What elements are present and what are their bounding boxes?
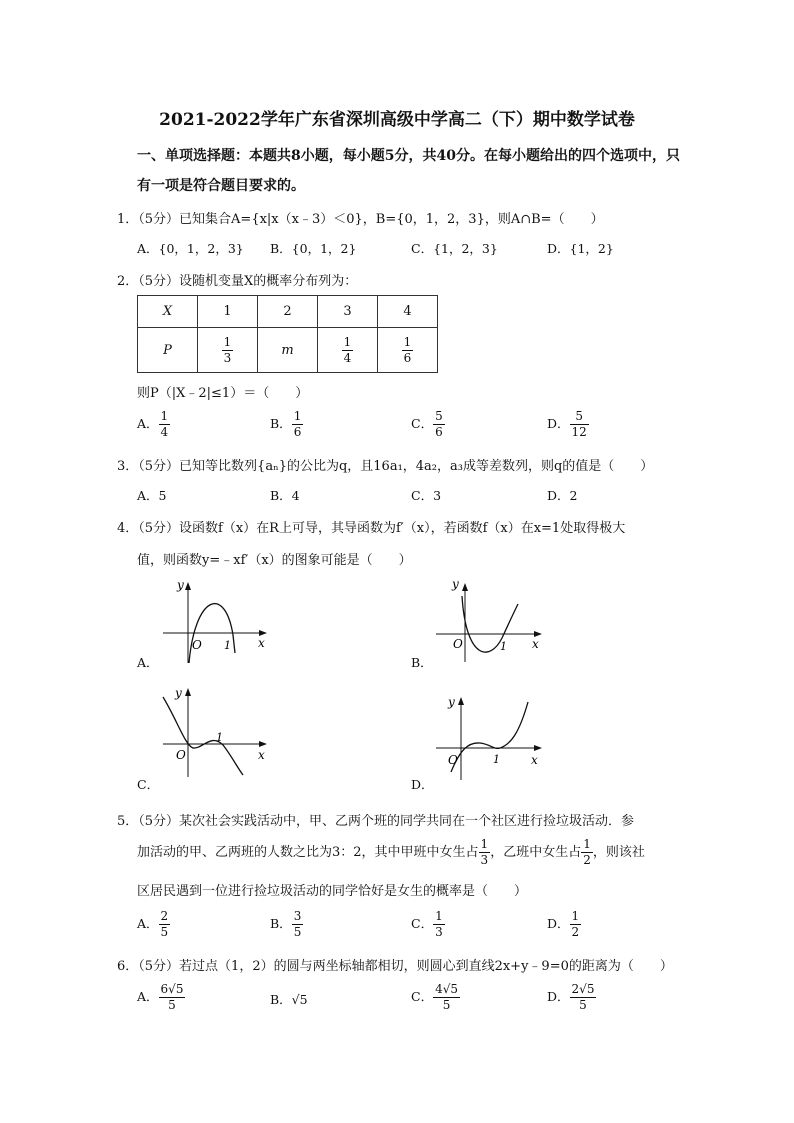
question-2-text: 2．（5分）设随机变量X的概率分布列为：	[117, 274, 358, 289]
fraction-denominator: 5	[442, 998, 451, 1012]
fraction	[433, 909, 445, 940]
probability-table	[137, 295, 438, 373]
text-segment: ，乙班中女生占	[490, 845, 582, 860]
table-cell: P	[138, 328, 198, 373]
function-curve	[451, 702, 528, 772]
question-5-line3: 区居民遇到一位进行捡垃圾活动的同学恰好是女生的概率是（ ）	[137, 884, 528, 899]
fraction	[342, 335, 354, 366]
graph-b	[428, 570, 548, 665]
y-label: y	[177, 578, 184, 592]
x-label: x	[532, 637, 539, 651]
question-5-line1: 5．（5分）某次社会实践活动中，甲、乙两个班的同学共同在一个社区进行捡垃圾活动．参	[117, 814, 635, 829]
fraction-numerator: 1	[435, 909, 443, 923]
section-heading-line2: 有一项是符合题目要求的。	[137, 178, 305, 194]
q1-option-b: B．{0，1，2}	[270, 241, 357, 256]
table-cell: m	[258, 328, 318, 373]
origin-label: O	[176, 748, 186, 762]
q6-option-a	[137, 982, 185, 1013]
fraction	[570, 409, 589, 440]
q3-option-a: A．5	[137, 488, 167, 503]
option-label: A．	[137, 989, 159, 1004]
fraction-denominator: 5	[293, 925, 302, 939]
y-label: y	[452, 577, 459, 591]
table-cell: X	[138, 296, 198, 328]
q3-option-c: C．3	[411, 488, 442, 503]
fraction-numerator: 6√5	[160, 982, 184, 996]
fraction-numerator: 1	[583, 837, 591, 851]
fraction	[292, 409, 304, 440]
function-curve	[163, 697, 243, 775]
option-label: A．	[137, 416, 159, 431]
fraction	[292, 909, 304, 940]
option-label: B．	[270, 916, 292, 931]
page-title: 2021-2022学年广东省深圳高级中学高二（下）期中数学试卷	[159, 110, 635, 130]
option-label: C．	[411, 989, 434, 1004]
table-cell	[318, 328, 378, 373]
fraction	[159, 982, 186, 1013]
fraction-numerator: 1	[571, 909, 580, 923]
graph-d	[428, 690, 548, 782]
option-label: D．	[547, 916, 570, 931]
fraction	[402, 335, 414, 366]
text-segment: ，则该社	[592, 845, 645, 860]
tick-label-one: 1	[216, 731, 223, 744]
q5-option-b	[270, 909, 303, 940]
q4-option-b: B．	[411, 655, 433, 670]
x-label: x	[258, 748, 265, 762]
q2-option-d	[547, 409, 589, 440]
fraction-denominator: 5	[168, 998, 176, 1012]
x-axis-arrow	[259, 741, 267, 747]
q5-option-c	[411, 909, 445, 940]
fraction	[479, 837, 491, 868]
fraction	[222, 335, 234, 366]
origin-label: O	[192, 638, 202, 652]
text-segment: 加活动的甲、乙两班的人数之比为3：2，其中甲班中女生占	[137, 845, 479, 860]
fraction	[159, 409, 171, 440]
x-label: x	[258, 636, 265, 650]
fraction-numerator: 1	[343, 334, 352, 349]
option-label: A．	[137, 916, 159, 931]
fraction-numerator: 2√5	[571, 982, 595, 996]
fraction-numerator: 5	[570, 409, 589, 425]
function-curve	[462, 596, 518, 652]
q5-option-a	[137, 909, 170, 940]
y-axis-arrow	[185, 582, 191, 590]
y-label: y	[175, 686, 182, 700]
q3-option-b: B．4	[270, 488, 300, 503]
origin-label: O	[448, 753, 458, 767]
option-label: D．	[547, 416, 570, 431]
q2-option-b	[270, 409, 303, 440]
q2-option-c	[411, 409, 445, 440]
x-axis-arrow	[534, 745, 542, 751]
fraction	[570, 982, 597, 1013]
q6-option-b: B．√5	[270, 992, 308, 1007]
y-label: y	[448, 695, 455, 709]
tick-label-one: 1	[500, 640, 507, 653]
q4-option-a: A．	[137, 655, 159, 670]
q4-option-c: C．	[137, 777, 160, 792]
q6-option-c	[411, 982, 460, 1013]
fraction-denominator: 3	[223, 350, 232, 365]
question-4-line1: 4．（5分）设函数f（x）在R上可导，其导函数为f′（x），若函数f（x）在x=1处取得极大	[117, 521, 626, 536]
question-3-text: 3．（5分）已知等比数列{aₙ}的公比为q，且16a₁，4a₂，a₃成等差数列，则q的值是（ ）	[117, 459, 654, 474]
q4-option-d: D．	[411, 777, 434, 792]
fraction	[570, 909, 582, 940]
option-label: C．	[411, 916, 434, 931]
fraction-numerator: 1	[160, 409, 169, 423]
table-cell: 4	[378, 296, 438, 328]
fraction-denominator: 5	[579, 998, 587, 1012]
table-cell: 1	[198, 296, 258, 328]
table-cell	[378, 328, 438, 373]
q1-option-a: A．{0，1，2，3}	[137, 241, 244, 256]
fraction-denominator: 6	[435, 425, 443, 439]
option-label: C．	[411, 416, 434, 431]
fraction-denominator: 5	[160, 925, 169, 939]
q2-question: 则P（|X﹣2|≤1）＝（ ）	[137, 386, 309, 401]
fraction-numerator: 3	[293, 909, 302, 923]
option-label: D．	[547, 989, 570, 1004]
fraction-numerator: 1	[293, 409, 302, 423]
fraction-numerator: 1	[403, 334, 412, 349]
y-axis-arrow	[462, 583, 468, 591]
fraction-denominator: 2	[583, 853, 591, 867]
q1-option-d: D．{1，2}	[547, 241, 614, 256]
fraction-denominator: 4	[343, 350, 352, 365]
fraction-denominator: 6	[403, 350, 412, 365]
section-heading-line1: 一、单项选择题：本题共8小题，每小题5分，共40分。在每小题给出的四个选项中，只	[137, 148, 680, 164]
fraction	[433, 409, 445, 440]
graph-a	[155, 575, 275, 667]
fraction-numerator: 2	[160, 909, 169, 923]
q6-option-d	[547, 982, 596, 1013]
fraction-numerator: 1	[223, 334, 232, 349]
fraction	[581, 837, 593, 868]
fraction-denominator: 6	[293, 425, 302, 439]
fraction	[433, 982, 460, 1013]
fraction-denominator: 2	[571, 925, 580, 939]
graph-c	[155, 685, 275, 780]
tick-label-one: 1	[224, 639, 231, 652]
table-cell: 2	[258, 296, 318, 328]
fraction-denominator: 3	[480, 853, 489, 867]
question-5-line2	[137, 837, 645, 869]
fraction-denominator: 12	[571, 425, 587, 439]
question-1-text: 1．（5分）已知集合A={x|x（x﹣3）＜0}，B={0，1，2，3}，则A∩B=（ ）	[117, 212, 604, 227]
option-label: B．	[270, 416, 292, 431]
fraction-denominator: 3	[435, 925, 443, 939]
table-cell	[198, 328, 258, 373]
q3-option-d: D．2	[547, 488, 578, 503]
q2-option-a	[137, 409, 170, 440]
fraction-numerator: 1	[480, 837, 489, 851]
table-cell: 3	[318, 296, 378, 328]
fraction	[159, 909, 171, 940]
q5-option-d	[547, 909, 581, 940]
question-6-text: 6．（5分）若过点（1，2）的圆与两坐标轴都相切，则圆心到直线2x+y﹣9=0的距离为（ ）	[117, 959, 673, 974]
fraction-numerator: 4√5	[435, 982, 458, 996]
y-axis-arrow	[185, 688, 191, 696]
x-label: x	[531, 753, 538, 767]
question-4-line2: 值，则函数y=﹣xf′（x）的图象可能是（ ）	[137, 553, 412, 568]
y-axis-arrow	[458, 697, 464, 705]
origin-label: O	[453, 637, 463, 651]
fraction-numerator: 5	[435, 409, 443, 423]
q1-option-c: C．{1，2，3}	[411, 241, 498, 256]
fraction-denominator: 4	[160, 425, 169, 439]
tick-label-one: 1	[493, 753, 500, 766]
